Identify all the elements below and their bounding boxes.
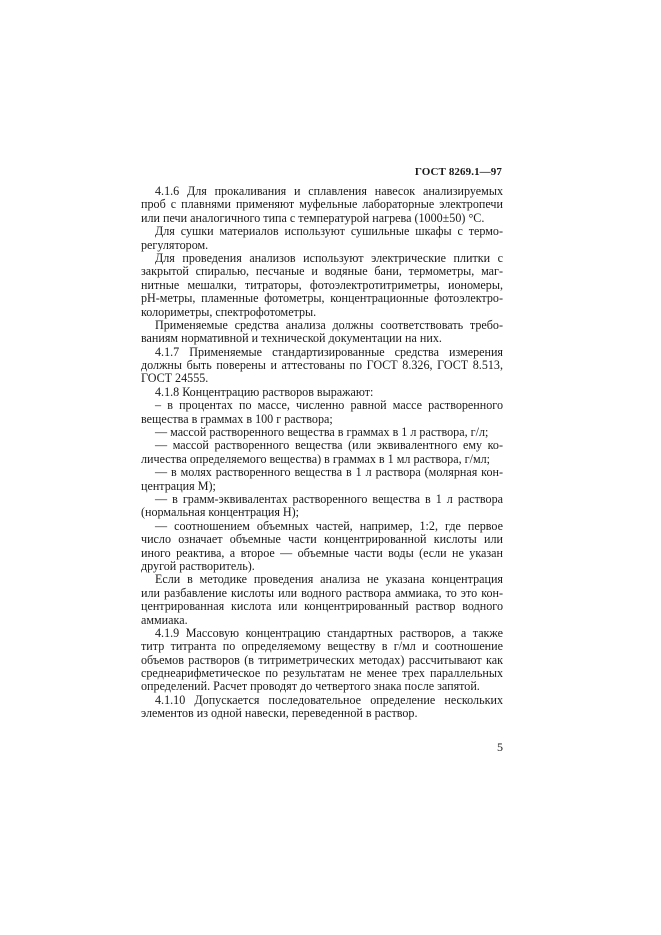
paragraph: [141, 185, 503, 225]
text-line: pH-метры, пламенные фотометры, концентрационные фотоэлектро-: [141, 291, 503, 306]
text-line: Если в методике проведения анализа не указана концентрация: [155, 572, 503, 587]
text-line: аммиака.: [141, 612, 188, 627]
text-line: вещества в граммах в 100 г раствора;: [141, 411, 333, 426]
text-line: 4.1.7 Применяемые стандартизированные средства измерения: [155, 344, 503, 359]
paragraph: [141, 225, 503, 252]
paragraph: [141, 252, 503, 319]
text-line: определений. Расчет проводят до четвертого знака после запятой.: [141, 679, 480, 694]
paragraph: [141, 439, 503, 466]
text-line: ГОСТ 24555.: [141, 371, 209, 386]
text-line: объемов растворов (в титриметрических методах) рассчитывают как: [141, 652, 503, 667]
paragraph: [141, 694, 503, 721]
text-line: Для сушки материалов используют сушильные шкафы с термо-: [155, 224, 503, 239]
paragraph: [141, 386, 503, 399]
paragraph: [141, 520, 503, 574]
text-line: ваниям нормативной и технической документации на них.: [141, 331, 442, 346]
text-line: титр титранта по определяемому веществу в г/мл и соотношение: [141, 639, 503, 654]
paragraph: [141, 466, 503, 493]
text-line: иного реактива, а второе — объемные части воды (если не указан: [141, 545, 503, 560]
text-line: закрытой спиралью, песчаные и водяные бани, термометры, маг-: [141, 264, 503, 279]
text-line: Применяемые средства анализа должны соответствовать требо-: [155, 317, 503, 332]
text-line: число означает объемные части концентрированной кислоты или: [141, 532, 503, 547]
document-body: [141, 185, 503, 721]
paragraph: [141, 493, 503, 520]
text-line: другой растворитель).: [141, 558, 255, 573]
paragraph: [141, 426, 503, 439]
text-line: среднеарифметическое по результатам не менее трех параллельных: [141, 666, 503, 681]
paragraph: [141, 346, 503, 386]
text-line: должны быть поверены и аттестованы по ГОСТ 8.326, ГОСТ 8.513,: [141, 358, 503, 373]
page-number: 5: [497, 740, 503, 754]
text-line: или разбавление кислоты или водного раствора аммиака, то это кон-: [141, 585, 503, 600]
text-line: нитные мешалки, титраторы, фотоэлектротитриметры, иономеры,: [141, 277, 503, 292]
paragraph: [141, 573, 503, 627]
text-line: элементов из одной навески, переведенной в раствор.: [141, 706, 418, 721]
text-line: центрация М);: [141, 478, 216, 493]
text-line: колориметры, спектрофотометры.: [141, 304, 317, 319]
text-line: 4.1.6 Для прокаливания и сплавления навесок анализируемых: [155, 184, 503, 198]
text-line: или печи аналогичного типа с температурой нагрева (1000±50) °С.: [141, 210, 485, 225]
text-line: проб с плавнями применяют муфельные лабораторные электропечи: [141, 197, 503, 212]
text-line: — массой растворенного вещества (или эквивалентного ему ко-: [155, 438, 503, 453]
text-line: личества определяемого вещества) в граммах в 1 мл раствора, г/мл;: [141, 451, 491, 466]
text-line: – в процентах по массе, численно равной массе растворенного: [155, 398, 503, 413]
paragraph: [141, 627, 503, 694]
text-line: (нормальная концентрация Н);: [141, 505, 300, 520]
text-line: — в грамм-эквивалентах растворенного вещества в 1 л раствора: [155, 491, 503, 506]
text-line: центрированная кислота или концентрированный раствор водного: [141, 599, 503, 614]
text-line: — соотношением объемных частей, например, 1:2, где первое: [155, 518, 503, 533]
text-line: — в молях растворенного вещества в 1 л раствора (молярная кон-: [155, 465, 503, 480]
text-line: 4.1.8 Концентрацию растворов выражают:: [155, 384, 374, 399]
paragraph: [141, 319, 503, 346]
text-line: Для проведения анализов используют электрические плитки с: [155, 250, 503, 265]
paragraph: [141, 399, 503, 426]
text-line: регулятором.: [141, 237, 209, 252]
text-line: — массой растворенного вещества в граммах в 1 л раствора, г/л;: [155, 425, 489, 440]
text-line: 4.1.9 Массовую концентрацию стандартных растворов, а также: [155, 625, 503, 640]
document-header-gost-id: ГОСТ 8269.1—97: [414, 166, 502, 178]
text-line: 4.1.10 Допускается последовательное определение нескольких: [155, 692, 503, 707]
